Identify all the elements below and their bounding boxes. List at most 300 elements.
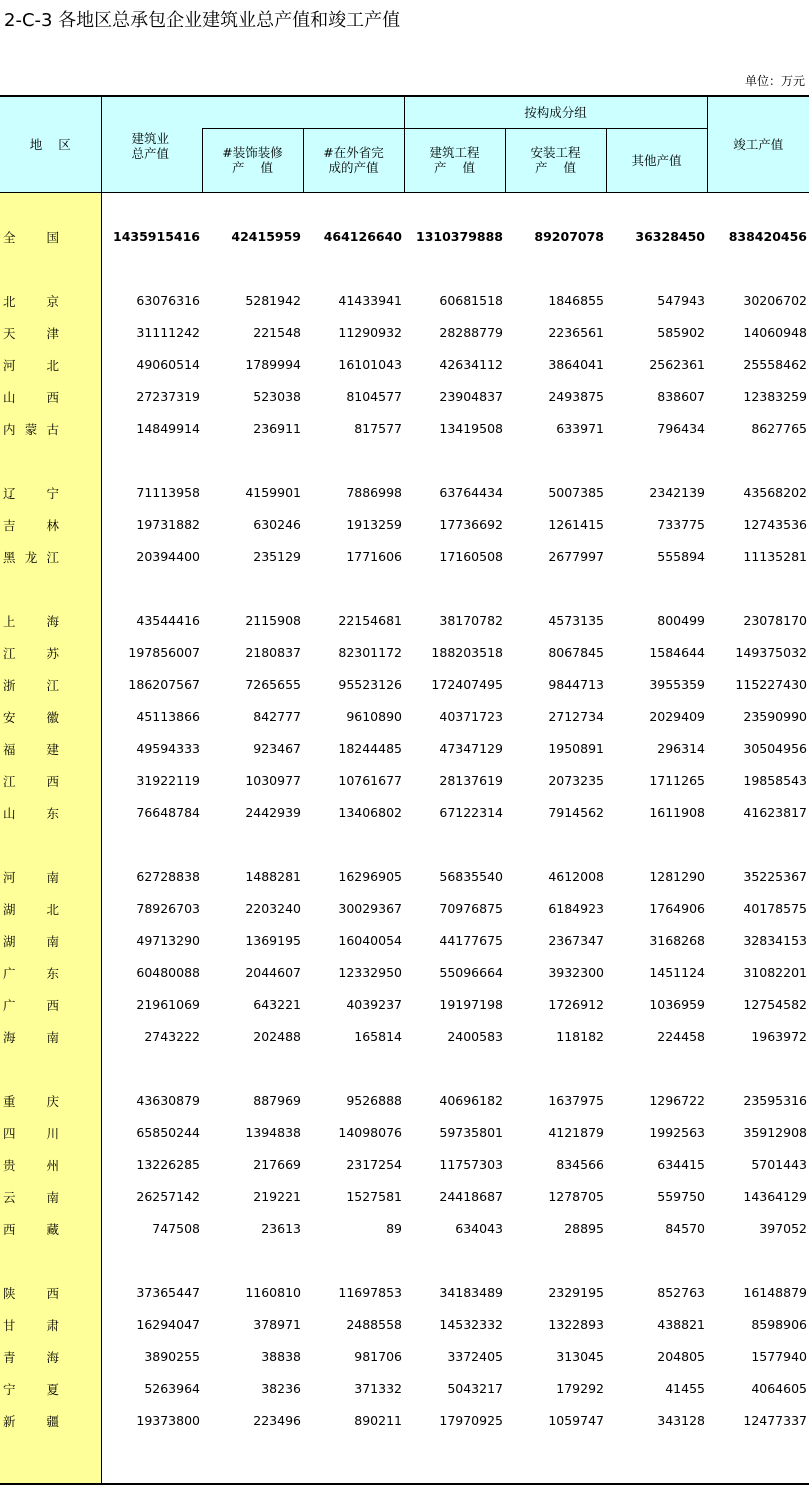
region-name: 海南 [3,1029,59,1045]
value-cell: 45113866 [136,709,200,724]
value-cell: 6184923 [548,901,604,916]
value-cell: 32834153 [743,933,807,948]
value-cell: 179292 [556,1381,604,1396]
value-cell: 28288779 [439,325,503,340]
table-header [0,96,809,192]
region-cell [0,509,101,541]
value-cell: 18244485 [338,741,402,756]
page-title: 2-C-3 各地区总承包企业建筑业总产值和竣工产值 [4,10,401,31]
spacer-cell [303,1245,404,1277]
region-name: 云南 [3,1189,59,1205]
region-name: 浙江 [3,677,59,693]
value-cell: 118182 [556,1029,604,1044]
region-cell [0,637,101,669]
header-total: 建筑业 总产值 [101,96,202,192]
value-cell: 1846855 [548,293,604,308]
spacer-cell [404,1437,505,1484]
value-cell: 26257142 [136,1189,200,1204]
value-cell: 5701443 [751,1157,807,1172]
value-cell: 14364129 [743,1189,807,1204]
region-cell [0,925,101,957]
value-cell: 34183489 [439,1285,503,1300]
region-cell [0,797,101,829]
region-cell [0,605,101,637]
spacer-cell [303,1437,404,1484]
region-name: 新疆 [3,1413,59,1429]
value-cell: 41623817 [743,805,807,820]
spacer-cell [202,1053,303,1085]
value-cell: 464126640 [323,229,402,244]
value-cell: 1611908 [649,805,705,820]
value-cell: 1726912 [548,997,604,1012]
value-cell: 1584644 [649,645,705,660]
value-cell: 838607 [657,389,705,404]
region-cell [0,221,101,253]
value-cell: 5007385 [548,485,604,500]
value-cell: 56835540 [439,869,503,884]
value-cell: 4039237 [346,997,402,1012]
value-cell: 19858543 [743,773,807,788]
spacer-cell [404,445,505,477]
value-cell: 1992563 [649,1125,705,1140]
value-cell: 31082201 [743,965,807,980]
value-cell: 65850244 [136,1125,200,1140]
value-cell: 19373800 [136,1413,200,1428]
region-name: 贵州 [3,1157,59,1173]
value-cell: 63076316 [136,293,200,308]
region-name: 内蒙古 [3,421,59,437]
value-cell: 2329195 [548,1285,604,1300]
spacer-cell [707,253,809,285]
value-cell: 2073235 [548,773,604,788]
value-cell: 188203518 [431,645,503,660]
spacer-cell [606,253,707,285]
value-cell: 2342139 [649,485,705,500]
region-name: 北京 [3,293,59,309]
value-cell: 2743222 [144,1029,200,1044]
value-cell: 16294047 [136,1317,200,1332]
region-cell [0,573,101,605]
value-cell: 1577940 [751,1349,807,1364]
value-cell: 4064605 [751,1381,807,1396]
value-cell: 16296905 [338,869,402,884]
spacer-cell [606,1245,707,1277]
value-cell: 1451124 [649,965,705,980]
table-row [0,669,809,701]
table-row [0,317,809,349]
value-cell: 40371723 [439,709,503,724]
region-name: 安徽 [3,709,59,725]
region-cell [0,1341,101,1373]
region-cell [0,1373,101,1405]
value-cell: 3372405 [447,1349,503,1364]
value-cell: 172407495 [431,677,503,692]
value-cell: 4121879 [548,1125,604,1140]
table-row [0,221,809,253]
spacer-cell [707,192,809,221]
table-row [0,349,809,381]
value-cell: 70976875 [439,901,503,916]
value-cell: 16148879 [743,1285,807,1300]
region-cell [0,285,101,317]
value-cell: 23595316 [743,1093,807,1108]
value-cell: 35225367 [743,869,807,884]
value-cell: 1950891 [548,741,604,756]
region-name: 青海 [3,1349,59,1365]
value-cell: 41433941 [338,293,402,308]
value-cell: 23904837 [439,389,503,404]
value-cell: 30206702 [743,293,807,308]
table-row [0,733,809,765]
spacer-cell [101,253,202,285]
table-row [0,637,809,669]
value-cell: 31922119 [136,773,200,788]
region-cell [0,669,101,701]
header-completed: 竣工产值 [707,96,809,192]
value-cell: 7265655 [245,677,301,692]
value-cell: 2029409 [649,709,705,724]
region-cell [0,381,101,413]
spacer-cell [707,1437,809,1484]
spacer-cell [606,1437,707,1484]
spacer-cell [606,1053,707,1085]
value-cell: 38236 [261,1381,301,1396]
region-name: 上海 [3,613,59,629]
region-cell [0,861,101,893]
spacer-cell [606,573,707,605]
value-cell: 1764906 [649,901,705,916]
value-cell: 23078170 [743,613,807,628]
spacer-cell [303,573,404,605]
value-cell: 2115908 [245,613,301,628]
value-cell: 67122314 [439,805,503,820]
value-cell: 547943 [657,293,705,308]
region-cell [0,1053,101,1085]
value-cell: 1527581 [346,1189,402,1204]
header-other: 其他产值 [606,128,707,192]
value-cell: 43544416 [136,613,200,628]
value-cell: 343128 [657,1413,705,1428]
region-cell [0,1405,101,1437]
spacer-cell [101,1245,202,1277]
value-cell: 3168268 [649,933,705,948]
value-cell: 378971 [253,1317,301,1332]
value-cell: 12754582 [743,997,807,1012]
value-cell: 16040054 [338,933,402,948]
value-cell: 1310379888 [416,229,503,244]
spacer-cell [101,573,202,605]
value-cell: 1059747 [548,1413,604,1428]
spacer-cell [101,1437,202,1484]
spacer-cell [202,573,303,605]
table-row [0,989,809,1021]
value-cell: 747508 [152,1221,200,1236]
value-cell: 2488558 [346,1317,402,1332]
value-cell: 38838 [261,1349,301,1364]
value-cell: 36328450 [635,229,705,244]
value-cell: 2236561 [548,325,604,340]
value-cell: 371332 [354,1381,402,1396]
table-row [0,925,809,957]
value-cell: 3890255 [144,1349,200,1364]
region-name: 江西 [3,773,59,789]
spacer-cell [303,1053,404,1085]
region-name: 重庆 [3,1093,59,1109]
value-cell: 19731882 [136,517,200,532]
spacer-cell [606,445,707,477]
region-cell [0,1021,101,1053]
value-cell: 47347129 [439,741,503,756]
table-row [0,1085,809,1117]
region-cell [0,765,101,797]
spacer-cell [707,1053,809,1085]
value-cell: 17160508 [439,549,503,564]
value-cell: 733775 [657,517,705,532]
value-cell: 890211 [354,1413,402,1428]
table-row [0,509,809,541]
value-cell: 887969 [253,1093,301,1108]
value-cell: 149375032 [735,645,807,660]
value-cell: 62728838 [136,869,200,884]
table-row [0,957,809,989]
spacer-cell [505,1053,606,1085]
region-cell [0,413,101,445]
spacer-cell [505,192,606,221]
table-row [0,797,809,829]
spacer-cell [505,253,606,285]
table-row [0,1181,809,1213]
table-row [0,1341,809,1373]
value-cell: 630246 [253,517,301,532]
region-name: 天津 [3,325,59,341]
value-cell: 12477337 [743,1413,807,1428]
table-row [0,1117,809,1149]
region-name: 湖北 [3,901,59,917]
value-cell: 2677997 [548,549,604,564]
value-cell: 3955359 [649,677,705,692]
value-cell: 2367347 [548,933,604,948]
region-cell [0,253,101,285]
region-name: 福建 [3,741,59,757]
value-cell: 223496 [253,1413,301,1428]
value-cell: 1488281 [245,869,301,884]
spacer-cell [606,192,707,221]
region-cell [0,1117,101,1149]
value-cell: 1030977 [245,773,301,788]
value-cell: 55096664 [439,965,503,980]
value-cell: 2203240 [245,901,301,916]
value-cell: 40696182 [439,1093,503,1108]
region-name: 西藏 [3,1221,59,1237]
value-cell: 28895 [564,1221,604,1236]
value-cell: 1963972 [751,1029,807,1044]
header-decoration: #装饰装修 产 值 [202,128,303,192]
value-cell: 5263964 [144,1381,200,1396]
header-blank [202,96,404,128]
spacer-cell [101,445,202,477]
value-cell: 84570 [665,1221,705,1236]
value-cell: 19197198 [439,997,503,1012]
spacer-row [0,1245,809,1277]
table-row [0,1021,809,1053]
value-cell: 1322893 [548,1317,604,1332]
region-cell [0,1149,101,1181]
value-cell: 555894 [657,549,705,564]
value-cell: 834566 [556,1157,604,1172]
value-cell: 10761677 [338,773,402,788]
region-name: 四川 [3,1125,59,1141]
region-name: 广西 [3,997,59,1013]
value-cell: 217669 [253,1157,301,1172]
value-cell: 2400583 [447,1029,503,1044]
value-cell: 23590990 [743,709,807,724]
value-cell: 800499 [657,613,705,628]
value-cell: 22154681 [338,613,402,628]
spacer-cell [101,829,202,861]
spacer-cell [707,1245,809,1277]
spacer-cell [404,829,505,861]
region-name: 河南 [3,869,59,885]
spacer-row [0,192,809,221]
value-cell: 41455 [665,1381,705,1396]
value-cell: 14849914 [136,421,200,436]
value-cell: 1394838 [245,1125,301,1140]
table-row [0,893,809,925]
value-cell: 17736692 [439,517,503,532]
table-row [0,1309,809,1341]
value-cell: 8627765 [751,421,807,436]
value-cell: 4159901 [245,485,301,500]
value-cell: 1160810 [245,1285,301,1300]
value-cell: 981706 [354,1349,402,1364]
value-cell: 14532332 [439,1317,503,1332]
value-cell: 35912908 [743,1125,807,1140]
table-row [0,605,809,637]
region-cell [0,989,101,1021]
region-cell [0,957,101,989]
value-cell: 221548 [253,325,301,340]
value-cell: 9844713 [548,677,604,692]
region-cell [0,1245,101,1277]
region-cell [0,1437,101,1484]
value-cell: 1637975 [548,1093,604,1108]
value-cell: 16101043 [338,357,402,372]
spacer-cell [707,829,809,861]
value-cell: 5281942 [245,293,301,308]
value-cell: 923467 [253,741,301,756]
table-row [0,541,809,573]
table-row [0,1373,809,1405]
spacer-cell [505,1245,606,1277]
value-cell: 49713290 [136,933,200,948]
value-cell: 1711265 [649,773,705,788]
value-cell: 2044607 [245,965,301,980]
value-cell: 1369195 [245,933,301,948]
spacer-cell [606,829,707,861]
region-cell [0,1213,101,1245]
region-name: 广东 [3,965,59,981]
region-cell [0,317,101,349]
value-cell: 438821 [657,1317,705,1332]
spacer-row [0,253,809,285]
value-cell: 838420456 [728,229,807,244]
table-row [0,381,809,413]
value-cell: 842777 [253,709,301,724]
region-cell [0,541,101,573]
value-cell: 1789994 [245,357,301,372]
value-cell: 30504956 [743,741,807,756]
value-cell: 296314 [657,741,705,756]
table-row [0,861,809,893]
header-construction: 建筑工程 产 值 [404,128,505,192]
value-cell: 8067845 [548,645,604,660]
region-name: 陕西 [3,1285,59,1301]
region-name: 山东 [3,805,59,821]
value-cell: 115227430 [735,677,807,692]
value-cell: 1771606 [346,549,402,564]
spacer-cell [404,192,505,221]
value-cell: 1281290 [649,869,705,884]
value-cell: 585902 [657,325,705,340]
region-cell [0,1277,101,1309]
region-cell [0,1309,101,1341]
value-cell: 8598906 [751,1317,807,1332]
spacer-cell [202,445,303,477]
spacer-cell [303,253,404,285]
spacer-row [0,573,809,605]
spacer-cell [505,573,606,605]
region-cell [0,1085,101,1117]
value-cell: 1435915416 [113,229,200,244]
region-name: 辽宁 [3,485,59,501]
value-cell: 2562361 [649,357,705,372]
value-cell: 2442939 [245,805,301,820]
region-cell [0,349,101,381]
value-cell: 559750 [657,1189,705,1204]
spacer-cell [303,445,404,477]
spacer-cell [202,1245,303,1277]
value-cell: 43568202 [743,485,807,500]
spacer-row [0,445,809,477]
header-group: 按构成分组 [404,96,707,128]
table-row [0,477,809,509]
value-cell: 11135281 [743,549,807,564]
region-name: 山西 [3,389,59,405]
value-cell: 4573135 [548,613,604,628]
value-cell: 397052 [759,1221,807,1236]
value-cell: 42415959 [231,229,301,244]
value-cell: 1261415 [548,517,604,532]
spacer-cell [404,1053,505,1085]
spacer-cell [505,1437,606,1484]
region-name: 甘肃 [3,1317,59,1333]
region-name: 吉林 [3,517,59,533]
region-name: 全国 [3,229,59,245]
value-cell: 44177675 [439,933,503,948]
spacer-cell [404,1245,505,1277]
value-cell: 25558462 [743,357,807,372]
table-row [0,285,809,317]
value-cell: 30029367 [338,901,402,916]
value-cell: 204805 [657,1349,705,1364]
value-cell: 2712734 [548,709,604,724]
value-cell: 1913259 [346,517,402,532]
value-cell: 1278705 [548,1189,604,1204]
spacer-cell [505,445,606,477]
value-cell: 31111242 [136,325,200,340]
value-cell: 20394400 [136,549,200,564]
value-cell: 1036959 [649,997,705,1012]
